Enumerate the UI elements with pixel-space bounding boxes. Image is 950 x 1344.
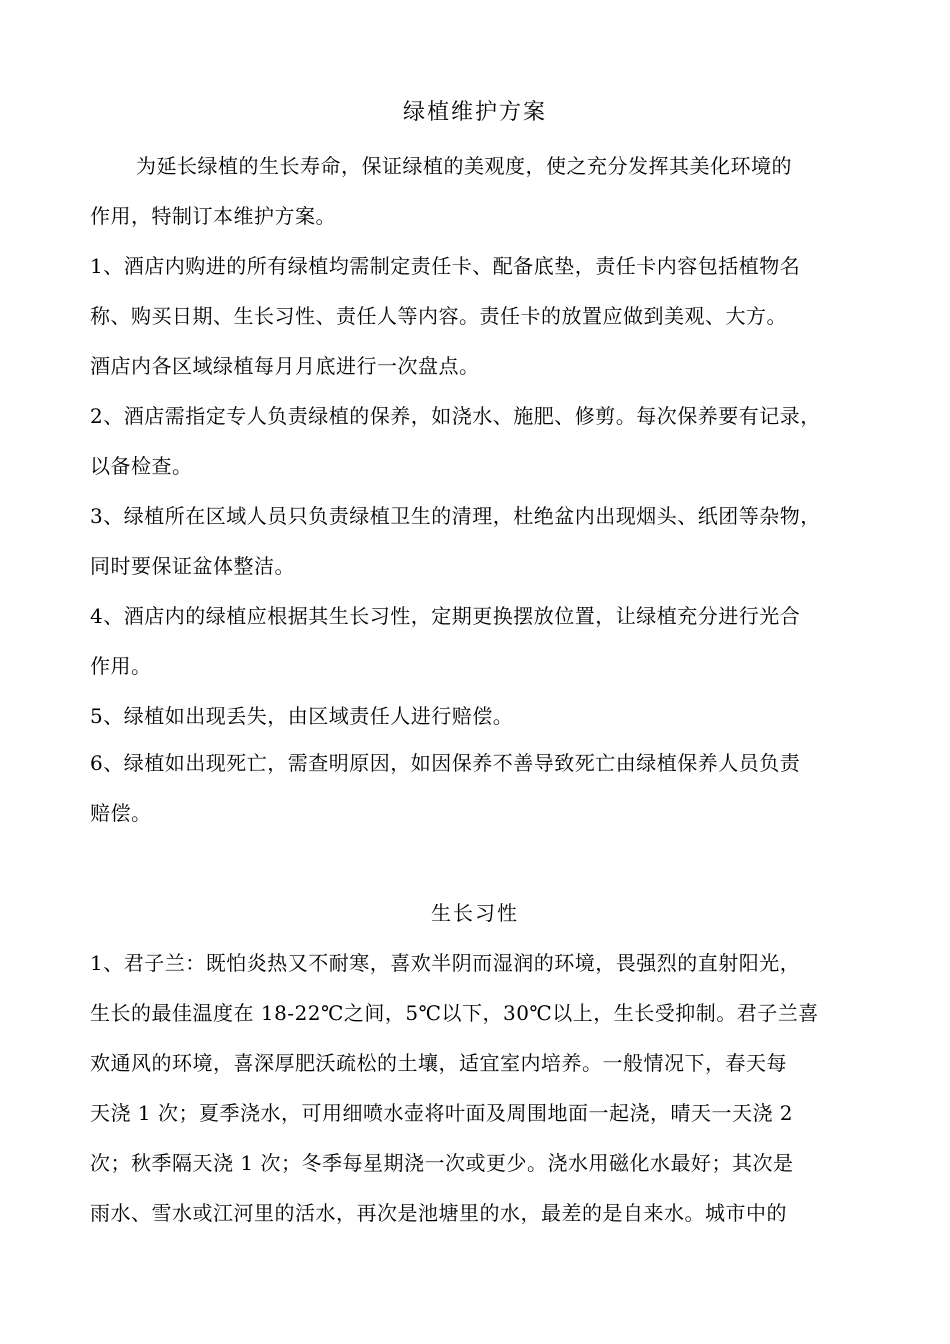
rule-line: 赔偿。 — [90, 801, 152, 825]
habit-line: 1、君子兰：既怕炎热又不耐寒，喜欢半阴而湿润的环境，畏强烈的直射阳光， — [90, 951, 801, 975]
rule-line: 2、酒店需指定专人负责绿植的保养，如浇水、施肥、修剪。每次保养要有记录， — [90, 404, 821, 428]
rule-line: 酒店内各区域绿植每月月底进行一次盘点。 — [90, 354, 480, 378]
rule-line: 3、绿植所在区域人员只负责绿植卫生的清理，杜绝盆内出现烟头、纸团等杂物， — [90, 504, 821, 528]
rule-line: 作用。 — [90, 654, 152, 678]
habit-line: 生长的最佳温度在 18-22℃之间，5℃以下，30℃以上，生长受抑制。君子兰喜 — [90, 1001, 819, 1025]
habit-line: 雨水、雪水或江河里的活水，再次是池塘里的水，最差的是自来水。城市中的 — [90, 1201, 787, 1225]
rule-line: 5、绿植如出现丢失，由区域责任人进行赔偿。 — [90, 704, 514, 728]
habit-line: 天浇 1 次；夏季浇水，可用细喷水壶将叶面及周围地面一起浇，晴天一天浇 2 — [90, 1101, 794, 1125]
rule-line: 4、酒店内的绿植应根据其生长习性，定期更换摆放位置，让绿植充分进行光合 — [90, 604, 801, 628]
rule-line: 称、购买日期、生长习性、责任人等内容。责任卡的放置应做到美观、大方。 — [90, 304, 787, 328]
rule-line: 6、绿植如出现死亡，需查明原因，如因保养不善导致死亡由绿植保养人员负责 — [90, 751, 801, 775]
document-title: 绿植维护方案 — [402, 100, 547, 125]
intro-line: 为延长绿植的生长寿命，保证绿植的美观度，使之充分发挥其美化环境的 — [136, 154, 792, 178]
section-title: 生长习性 — [431, 901, 519, 925]
intro-line: 作用，特制订本维护方案。 — [90, 204, 336, 228]
rule-line: 1、酒店内购进的所有绿植均需制定责任卡、配备底垫，责任卡内容包括植物名 — [90, 254, 801, 278]
habit-line: 次；秋季隔天浇 1 次；冬季每星期浇一次或更少。浇水用磁化水最好；其次是 — [90, 1151, 794, 1175]
habit-line: 欢通风的环境，喜深厚肥沃疏松的土壤，适宜室内培养。一般情况下，春天每 — [90, 1051, 787, 1075]
rule-line: 以备检查。 — [90, 454, 193, 478]
rule-line: 同时要保证盆体整洁。 — [90, 554, 295, 578]
